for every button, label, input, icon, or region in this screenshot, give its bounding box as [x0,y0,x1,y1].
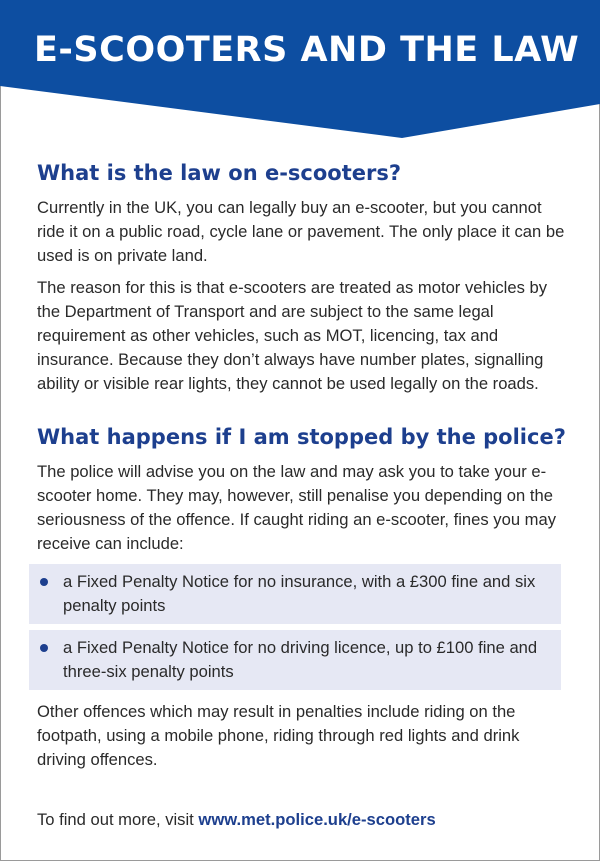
penalty-item [29,564,561,624]
page-title: E-SCOOTERS AND THE LAW [34,30,580,70]
penalty-item [29,630,561,690]
law-section [37,158,569,396]
law-paragraph-1: Currently in the UK, you can legally buy an e-scooter, but you cannot ride it on a public road, cycle lane or pavement. The only place it can be used is on private land. [37,198,565,265]
penalty-text: a Fixed Penalty Notice for no driving licence, up to £100 fine and three-six penalty points [63,638,538,681]
police-intro: The police will advise you on the law and may ask you to take your e-scooter home. They may, however, still penalise you depending on the seriousness of the offence. If caught riding an e-scooter, fines you may receive can include: [37,462,557,553]
other-offences: Other offences which may result in penalties include riding on the footpath, using a mobile phone, riding through red lights and drink driving offences. [37,702,520,769]
footer-text: To find out more, visit [37,810,194,829]
police-heading: What happens if I am stopped by the police? [37,425,566,449]
main-content [37,158,569,780]
law-heading: What is the law on e-scooters? [37,161,402,185]
footer [37,808,436,832]
penalty-list [29,564,561,690]
header-banner [0,0,600,140]
banner-shape [0,0,600,140]
penalty-text: a Fixed Penalty Notice for no insurance, with a £300 fine and six penalty points [63,572,536,615]
bullet-icon [40,578,48,586]
police-section [37,422,569,772]
bullet-icon [40,644,48,652]
footer-link[interactable]: www.met.police.uk/e-scooters [198,810,436,829]
law-paragraph-2: The reason for this is that e-scooters are treated as motor vehicles by the Department of Transport and are subject to the same legal requirement as other vehicles, such as MOT, licencing, tax and insurance. Because they don’t always have number plates, signalling ability or visible rear lights, they cannot be used legally on the roads. [37,278,548,393]
